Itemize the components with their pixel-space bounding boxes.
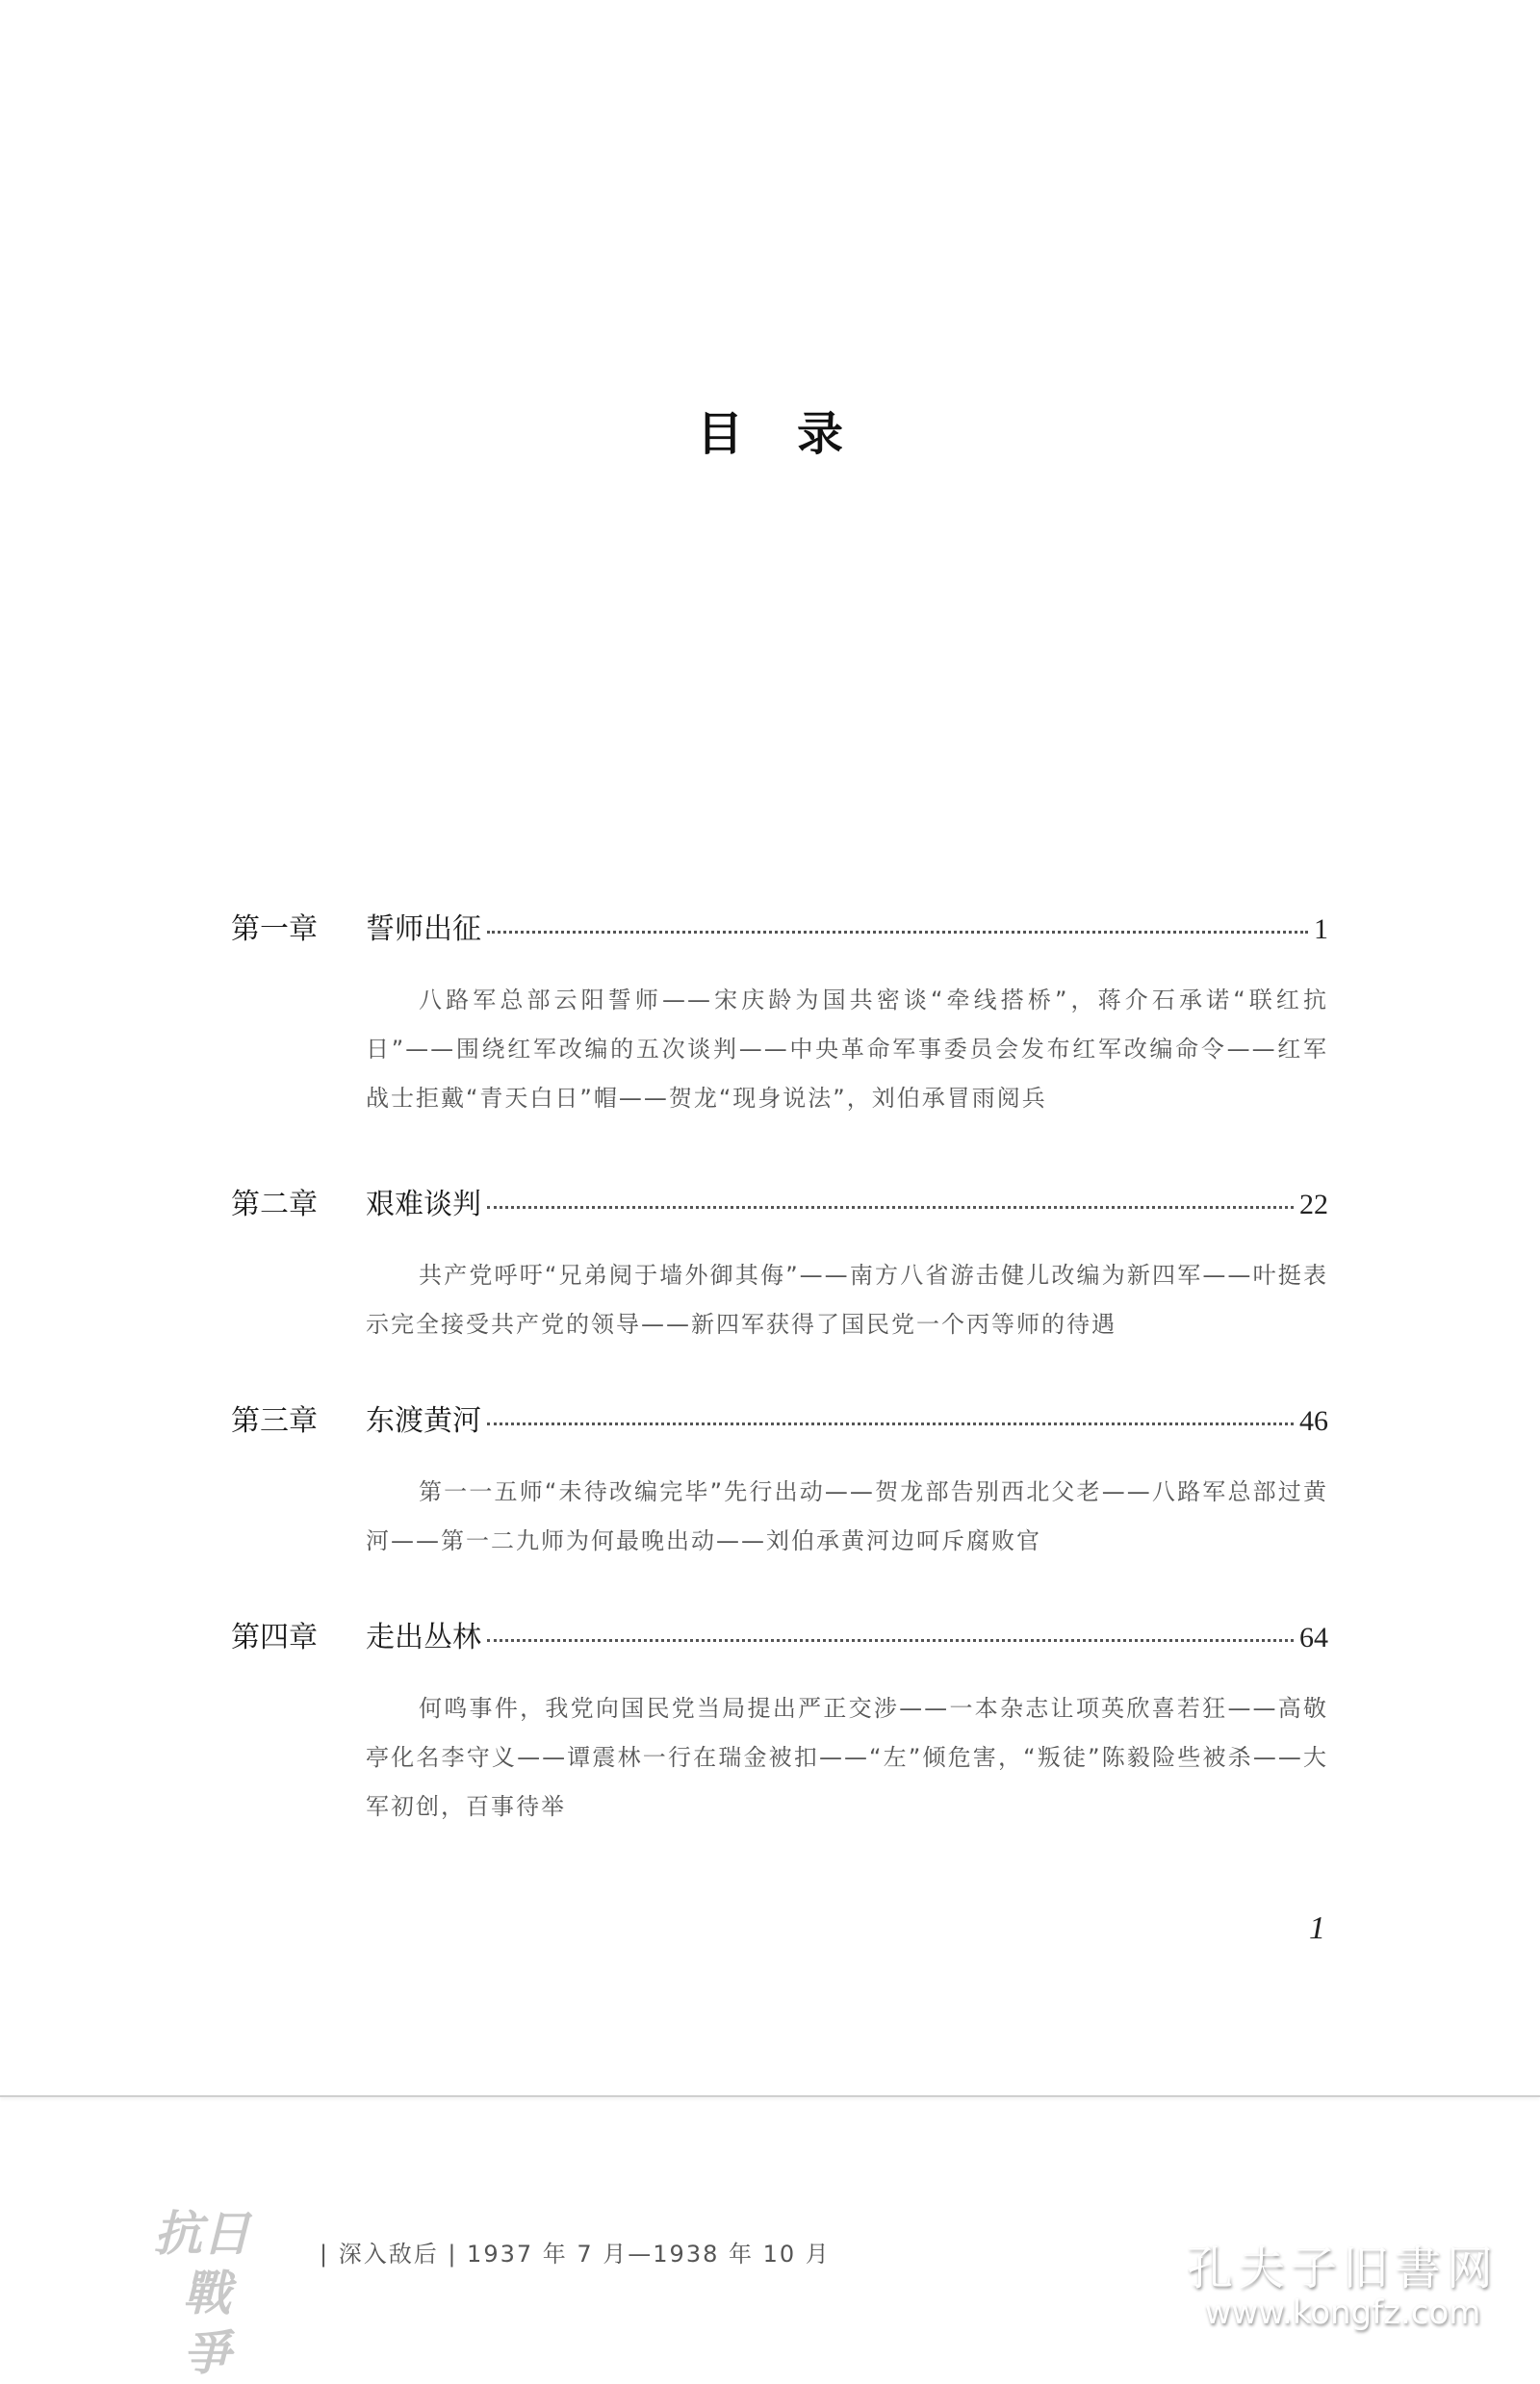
chapter-summary: 共产党呼吁“兄弟阋于墙外御其侮”——南方八省游击健儿改编为新四军——叶挺表示完全接受共产党的领导——新四军获得了国民党一个丙等师的待遇 — [366, 1262, 1328, 1338]
dot-leader — [487, 931, 1308, 934]
series-calligraphy-logo — [154, 2204, 270, 2381]
page-title: 目录 — [696, 407, 897, 461]
series-logo-line-2: 戰爭 — [183, 2265, 231, 2381]
series-subtitle: | 深入敌后 | 1937 年 7 月—1938 年 10 月 — [320, 2241, 831, 2268]
page-folio-number: 1 — [1309, 1910, 1325, 1946]
watermark-url: www.kongfz.com — [1204, 2294, 1481, 2332]
page-divider — [0, 2095, 1540, 2097]
dot-leader — [487, 1206, 1294, 1209]
series-logo-line-1: 抗日 — [154, 2205, 250, 2262]
toc-entry-chapter-3[interactable] — [231, 1397, 1328, 1566]
chapter-summary: 第一一五师“未待改编完毕”先行出动——贺龙部告别西北父老——八路军总部过黄河——第一二九师为何最晚出动——刘伯承黄河边呵斥腐败官 — [366, 1478, 1328, 1554]
toc-entry-chapter-1[interactable] — [231, 905, 1328, 1123]
chapter-number: 第一章 — [231, 912, 318, 946]
watermark-brand: 孔夫子旧書网 — [1186, 2242, 1499, 2295]
chapter-summary: 八路军总部云阳誓师——宋庆龄为国共密谈“牵线搭桥”，蒋介石承诺“联红抗日”——围绕红军改编的五次谈判——中央革命军事委员会发布红军改编命令——红军战士拒戴“青天白日”帽——贺龙“现身说法”，刘伯承冒雨阅兵 — [366, 987, 1328, 1112]
chapter-page-number[interactable]: 64 — [1299, 1622, 1328, 1653]
chapter-number: 第三章 — [231, 1404, 318, 1438]
chapter-summary: 何鸣事件，我党向国民党当局提出严正交涉——一本杂志让项英欣喜若狂——高敬亭化名李守义——谭震林一行在瑞金被扣——“左”倾危害，“叛徒”陈毅险些被杀——大军初创，百事待举 — [366, 1695, 1328, 1820]
watermark — [1160, 2231, 1526, 2332]
chapter-page-number[interactable]: 46 — [1299, 1405, 1328, 1437]
chapter-title[interactable]: 走出丛林 — [366, 1621, 481, 1654]
dot-leader — [487, 1423, 1294, 1425]
dot-leader — [487, 1639, 1294, 1642]
chapter-title[interactable]: 东渡黄河 — [366, 1404, 481, 1438]
chapter-number: 第二章 — [231, 1188, 318, 1221]
chapter-page-number[interactable]: 22 — [1299, 1189, 1328, 1220]
toc-entry-chapter-2[interactable] — [231, 1180, 1328, 1349]
chapter-number: 第四章 — [231, 1621, 318, 1654]
chapter-title[interactable]: 誓师出征 — [366, 912, 481, 946]
chapter-title[interactable]: 艰难谈判 — [366, 1188, 481, 1221]
chapter-page-number[interactable]: 1 — [1314, 913, 1328, 945]
toc-entry-chapter-4[interactable] — [231, 1613, 1328, 1832]
